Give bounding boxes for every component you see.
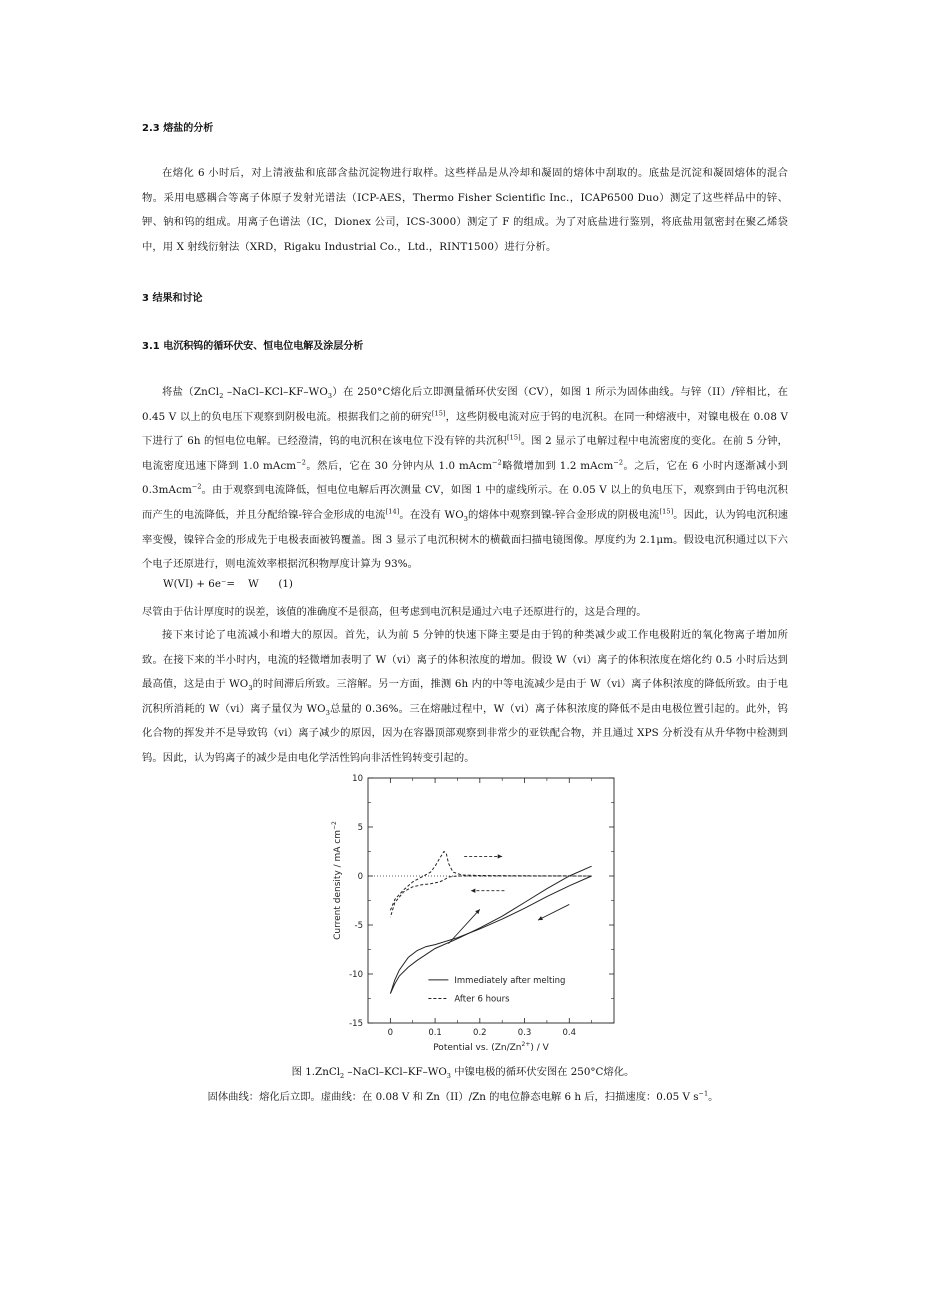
figure-caption-line2: 固体曲线：熔化后立即。虚曲线：在 0.08 V 和 Zn（II）/Zn 的电位静态电解 6 h 后，扫描速度：0.05 V $s^{-1}$。 [207, 1089, 719, 1103]
paragraph-3-1-cv: 将盐（ZnCl$_2$ $-NaCl-KCl-KF-WO_3$）在 250°C熔化后立即测量循环伏安图（CV），如图 1 所示为固体曲线。与锌（II）/锌相比，在 0.45 V 以上的负电压下观察到阴极电流。根据我们之前的研究[15]，这些阴极电流对应于钨的电沉积。在同一种熔液中，对镍电极在 0.08 V 下进行了 6h 的恒电位电解。已经澄清，钨的电沉积在该电位下没有锌的共沉积[15]。图 2 显示了电解过程中电流密度的变化。在前 5 分钟，电流密度迅速下降到 1.0 mAcm$^{-2}$。然后，它在 30 分钟内从 1.0 mAcm$^{-2}$略微增加到 1.2 mAcm$^{-2}$。之后，它在 6 小时内逐渐减小到 0.3mAcm$^{-2}$。由于观察到电流降低，恒电位电解后再次测量 CV，如图 1 中的虚线所示。在 0.05 V 以上的负电压下，观察到由于钨电沉积而产生的电流降低，并且分配给镍-锌合金形成的电流[14]。在没有 $WO_3$的熔体中观察到镍-锌合金形成的阴极电流[15]。因此，认为钨电沉积速率变慢，镍锌合金的形成先于电极表面被钨覆盖。图 3 显示了电沉积树木的横截面扫描电镜图像。厚度约为 2.1μm。假设电沉积通过以下六个电子还原进行，则电流效率根据沉积物厚度计算为 93%。 [142, 386, 789, 571]
arrow-cathodic-dashed-head [471, 889, 476, 893]
y-tick-label: -10 [349, 970, 363, 980]
y-tick-label: 5 [357, 823, 363, 833]
y-tick-label: -5 [354, 921, 363, 931]
legend-label-solid: Immediately after melting [454, 975, 566, 986]
x-tick-label: 0 [387, 1028, 394, 1038]
section-heading-3: 3 结果和讨论 [142, 293, 203, 304]
citation: [15] [506, 433, 521, 442]
y-tick-label: 10 [352, 774, 363, 784]
x-tick-label: 0.4 [562, 1028, 577, 1038]
x-tick-label: 0.1 [428, 1028, 442, 1038]
y-tick-label: 0 [357, 872, 363, 882]
figure-caption-line1: 图 1.ZnCl$_2$ $-NaCl-KCl-KF-WO_3$ 中镍电极的循环伏安图在 250°C熔化。 [291, 1066, 635, 1081]
x-tick-label: 0.3 [517, 1028, 532, 1038]
series-line-2 [390, 876, 591, 917]
x-axis-label: Potential vs. $(Zn/Zn^{2+})$ / V [433, 1041, 549, 1053]
citation: [15] [659, 507, 674, 516]
x-tick-label: 0.2 [473, 1028, 487, 1038]
equation-1: W(VI) + 6e⁻= W (1) [163, 578, 293, 590]
cv-figure [326, 770, 616, 1060]
paragraph-current-discussion: 接下来讨论了电流减小和增大的原因。首先，认为前 5 分钟的快速下降主要是由于钨的种类减少或工作电极附近的氧化物离子增加所致。在接下来的半小时内，电流的轻微增加表明了 W（vi）离子的体积浓度的增加。假设 W（vi）离子的体积浓度在熔化约 0.5 小时后达到最高值，这是由于 $WO_3$的时间滞后所致。三溶解。另一方面，推测 6h 内的中等电流减少是由于 W（vi）离子体积浓度的降低所致。由于电沉积所消耗的 W（vi）离子量仅为 $WO_3$总量的 0.36%。三在熔融过程中，W（vi）离子体积浓度的降低不是由电极位置引起的。此外，钨化合物的挥发并不是导致钨（vi）离子减少的原因，因为在容器顶部观察到非常少的亚铁配合物，并且通过 XPS 分析没有从升华物中检测到钨。因此，认为钨离子的减少是由电化学活性钨向非活性钨转变引起的。 [142, 629, 788, 764]
arrow-cathodic-solid [538, 904, 569, 920]
paragraph-accuracy: 尽管由于估计厚度时的误差，该值的准确度不是很高，但考虑到电沉积是通过六电子还原进行的，这是合理的。 [142, 606, 647, 618]
legend-label-dashed: After 6 hours [454, 994, 510, 1005]
y-tick-label: -15 [349, 1019, 363, 1029]
arrow-anodic-solid [449, 909, 480, 943]
citation: [14] [385, 507, 400, 516]
citation: [15] [431, 409, 446, 418]
y-axis-label: Current density / mA $cm^{-2}$ [331, 821, 343, 940]
cv-chart [326, 770, 616, 1060]
section-heading-3-1: 3.1 电沉积钨的循环伏安、恒电位电解及涂层分析 [142, 341, 364, 352]
section-heading-2-3: 2.3 熔盐的分析 [142, 123, 214, 134]
arrow-anodic-dashed-head [498, 854, 503, 858]
plot-frame [368, 778, 614, 1023]
paragraph-2-3: 在熔化 6 小时后，对上清液盐和底部含盐沉淀物进行取样。这些样品是从冷却和凝固的熔体中刮取的。底盐是沉淀和凝固熔体的混合物。采用电感耦合等离子体原子发射光谱法（ICP-AES，Thermo Fisher Scientific Inc.，ICAP6500 Duo）测定了这些样品中的锌、钾、钠和钨的组成。用离子色谱法（IC，Dionex 公司，ICS-3000）测定了 F 的组成。为了对底盐进行鉴别，将底盐用氩密封在聚乙烯袋中，用 X 射线衍射法（XRD，Rigaku Industrial Co.，Ltd.，RINT1500）进行分析。 [142, 167, 788, 253]
